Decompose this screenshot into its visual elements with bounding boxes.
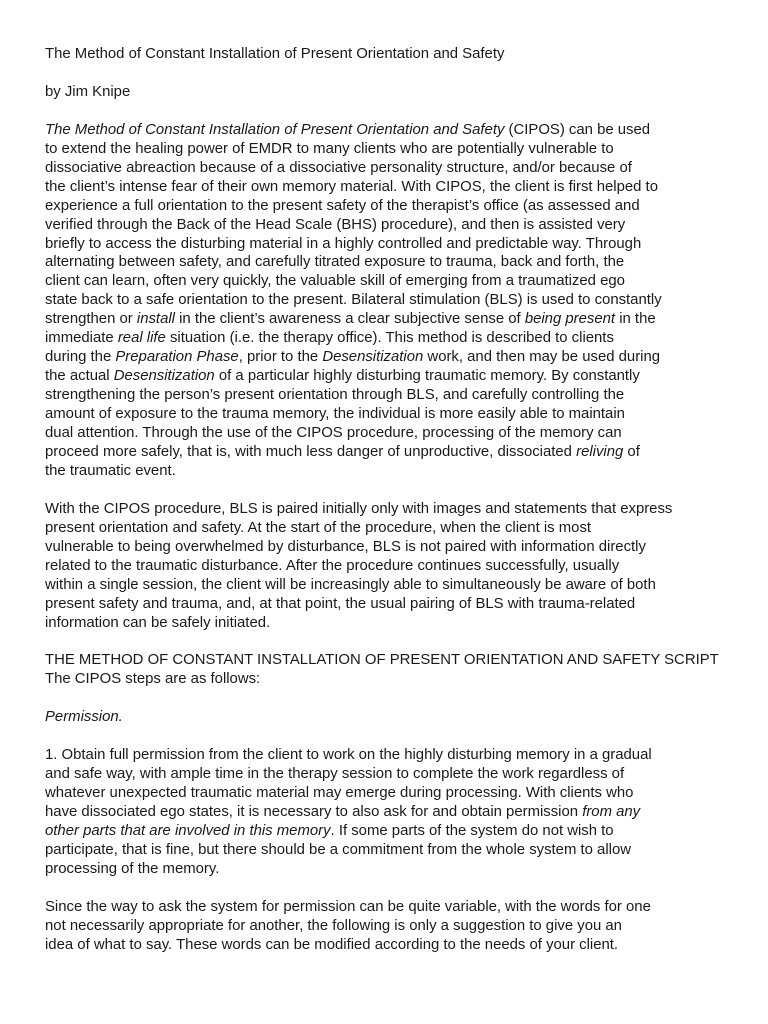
permission-heading: Permission. [45,709,123,726]
script-section-header [45,651,725,689]
document-page [45,45,725,955]
paragraph-intro: The Method of Constant Installation of Present Orientation and Safety (CIPOS) can be used to extend the healing power of EMDR to many clients who are potentially vulnerable to dissociative abreaction because of a dissociative personality structure, and/or because of the client’s intense fear of their own memory material. With CIPOS, the client is first helped to experience a full orientation to the present safety of the therapist’s office (as assessed and verified through the Back of the Head Scale (BHS) procedure), and then is assisted very briefly to access the disturbing material in a highly controlled and predictable way. Through alternating between safety, and carefully titrated exposure to trauma, back and forth, the client can learn, often very quickly, the valuable skill of emerging from a traumatized ego state back to a safe orientation to the present. Bilateral stimulation (BLS) is used to constantly strengthen or install in the client’s awareness a clear subjective sense of being present in the immediate real life situation (i.e. the therapy office). This method is described to clients during the Preparation Phase, prior to the Desensitization work, and then may be used during the actual Desensitization of a particular highly disturbing traumatic memory. By constantly strengthening the person’s present orientation through BLS, and carefully controlling the amount of exposure to the trauma memory, the individual is more easily able to maintain dual attention. Through the use of the CIPOS procedure, processing of the memory can proceed more safely, that is, with much less danger of unproductive, dissociated reliving of the traumatic event. [45,121,662,479]
steps-intro: The CIPOS steps are as follows: [45,671,261,688]
paragraph-step-1: 1. Obtain full permission from the client to work on the highly disturbing memory in a gradual and safe way, with ample time in the therapy session to complete the work regardless of whatever unexpected traumatic material may emerge during processing. With clients who have dissociated ego states, it is necessary to also ask for and obtain permission from any other parts that are involved in this memory. If some parts of the system do not wish to participate, that is fine, but there should be a commitment from the whole system to allow processing of the memory. [45,747,652,877]
script-heading: THE METHOD OF CONSTANT INSTALLATION OF PRESENT ORIENTATION AND SAFETY SCRIPT [45,652,719,669]
author-byline: by Jim Knipe [45,83,131,100]
paragraph-cipos-procedure: With the CIPOS procedure, BLS is paired initially only with images and statements that express present orientation and safety. At the start of the procedure, when the client is most vulnerable to being overwhelmed by disturbance, BLS is not paired with information directly related to the traumatic disturbance. After the procedure continues successfully, usually within a single session, the client will be increasingly able to simultaneously be aware of both present safety and trauma, and, at that point, the usual pairing of BLS with trauma-related information can be safely initiated. [45,500,673,631]
paragraph-permission-suggestion: Since the way to ask the system for permission can be quite variable, with the words for one not necessarily appropriate for another, the following is only a suggestion to give you an idea of what to say. These words can be modified according to the needs of your client. [45,898,651,953]
document-title: The Method of Constant Installation of Present Orientation and Safety [45,46,505,62]
